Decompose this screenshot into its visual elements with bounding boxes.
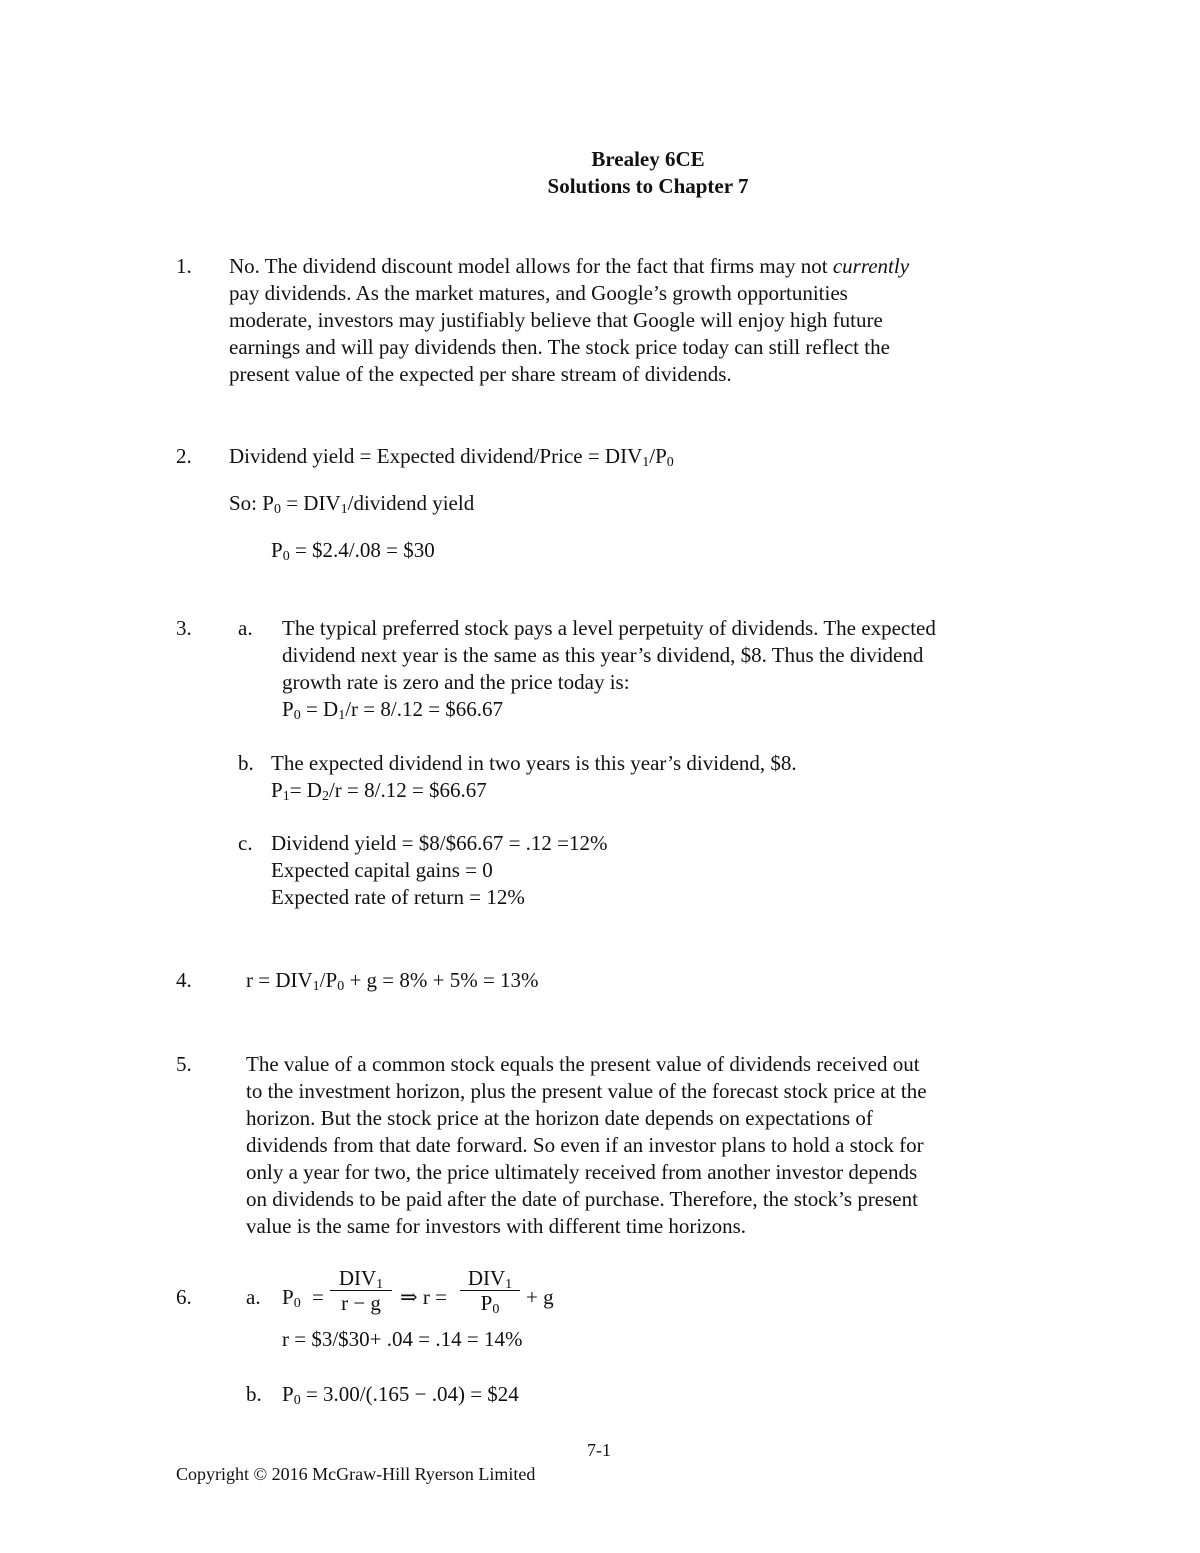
page-number: 7-1 — [587, 1440, 611, 1460]
q1-line-3: moderate, investors may justifiably believe that Google will enjoy high future — [229, 308, 883, 332]
q6b-formula: $P_0 = 3.00/(.165 - .04)$ = $24 — [282, 1382, 519, 1408]
q1-line-1: No. The dividend discount model allows for the fact that firms may not currently — [229, 254, 910, 278]
q3c-label: c. — [238, 831, 253, 855]
q2-price-formula: So: $P_0$ = $DIV_1$/dividend yield — [229, 491, 475, 517]
q3c-line-2: Expected capital gains = 0 — [271, 858, 493, 882]
q1-number: 1. — [176, 254, 192, 278]
q5-number: 5. — [176, 1052, 192, 1076]
q6a-result: r = $3/$30+ .04 = .14 = 14% — [282, 1327, 523, 1351]
q5-line-2: to the investment horizon, plus the present value of the forecast stock price at the — [246, 1079, 927, 1103]
page-subtitle: Solutions to Chapter 7 — [547, 174, 749, 198]
q6a-implies: ⇒ r = — [400, 1285, 447, 1309]
q5-line-4: dividends from that date forward. So even if an investor plans to hold a stock for — [246, 1133, 924, 1157]
q3a-answer — [282, 615, 936, 723]
q5-line-7: value is the same for investors with different time horizons. — [246, 1214, 746, 1238]
q6a-fraction-div1-over-r-minus-g — [330, 1266, 392, 1315]
q4-formula: $r = DIV_1/P_0 + g = 8\% + 5\% = 13\%$ — [246, 968, 539, 994]
q2-dividend-yield-formula: Dividend yield = Expected dividend/Price = $DIV_1/P_0$ — [229, 444, 674, 470]
q3c-line-3: Expected rate of return = 12% — [271, 885, 525, 909]
q3b-answer — [271, 750, 797, 804]
q6a-frac1-numerator: $DIV_1$ — [330, 1266, 392, 1291]
q1-answer — [229, 253, 909, 388]
q6a-frac1-denominator: r − g — [341, 1291, 381, 1315]
q2-number: 2. — [176, 444, 192, 468]
q5-line-1: The value of a common stock equals the present value of dividends received out — [246, 1052, 920, 1076]
q6-number: 6. — [176, 1285, 192, 1309]
q3a-label: a. — [238, 616, 253, 640]
q3a-formula: $P_0 = D_1/r = 8/.12$ = $66.67 — [282, 697, 504, 723]
q6a-label: a. — [246, 1285, 261, 1309]
q6b-label: b. — [246, 1382, 262, 1406]
q6a-equals: = — [312, 1285, 324, 1309]
copyright: Copyright © 2016 McGraw-Hill Ryerson Limited — [176, 1464, 536, 1484]
q2-price-result: $P_0$ = $2.4/.08 = $30 — [271, 538, 435, 564]
q3b-label: b. — [238, 751, 254, 775]
q6a-plus-g: + g — [526, 1285, 554, 1309]
q1-line-4: earnings and will pay dividends then. The stock price today can still reflect the — [229, 335, 890, 359]
q1-line-2: pay dividends. As the market matures, and Google’s growth opportunities — [229, 281, 848, 305]
q6a-fraction-div1-over-p0 — [460, 1266, 520, 1315]
q3c-answer — [271, 830, 608, 911]
q5-line-3: horizon. But the stock price at the horizon date depends on expectations of — [246, 1106, 873, 1130]
q6a-frac2-denominator: $P_0$ — [480, 1291, 500, 1317]
q6a-p0: $P_0$ — [282, 1285, 301, 1311]
page-title: Brealey 6CE — [591, 147, 705, 171]
q5-line-6: on dividends to be paid after the date of purchase. Therefore, the stock’s present — [246, 1187, 918, 1211]
q3a-line-1: The typical preferred stock pays a level perpetuity of dividends. The expected — [282, 616, 936, 640]
q3a-line-3: growth rate is zero and the price today is: — [282, 670, 630, 694]
q3b-line-1: The expected dividend in two years is this year’s dividend, $8. — [271, 751, 797, 775]
q3c-line-1: Dividend yield = $8/$66.67 = .12 =12% — [271, 831, 608, 855]
q3b-formula: $P_1= D_2/r = 8/.12$ = $66.67 — [271, 778, 487, 804]
q1-line-5: present value of the expected per share stream of dividends. — [229, 362, 732, 386]
q3-number: 3. — [176, 616, 192, 640]
q3a-line-2: dividend next year is the same as this year’s dividend, $8. Thus the dividend — [282, 643, 924, 667]
q5-line-5: only a year for two, the price ultimately received from another investor depends — [246, 1160, 918, 1184]
q5-answer — [246, 1051, 927, 1240]
q6a-frac2-numerator: $DIV_1$ — [460, 1266, 520, 1291]
q4-number: 4. — [176, 968, 192, 992]
